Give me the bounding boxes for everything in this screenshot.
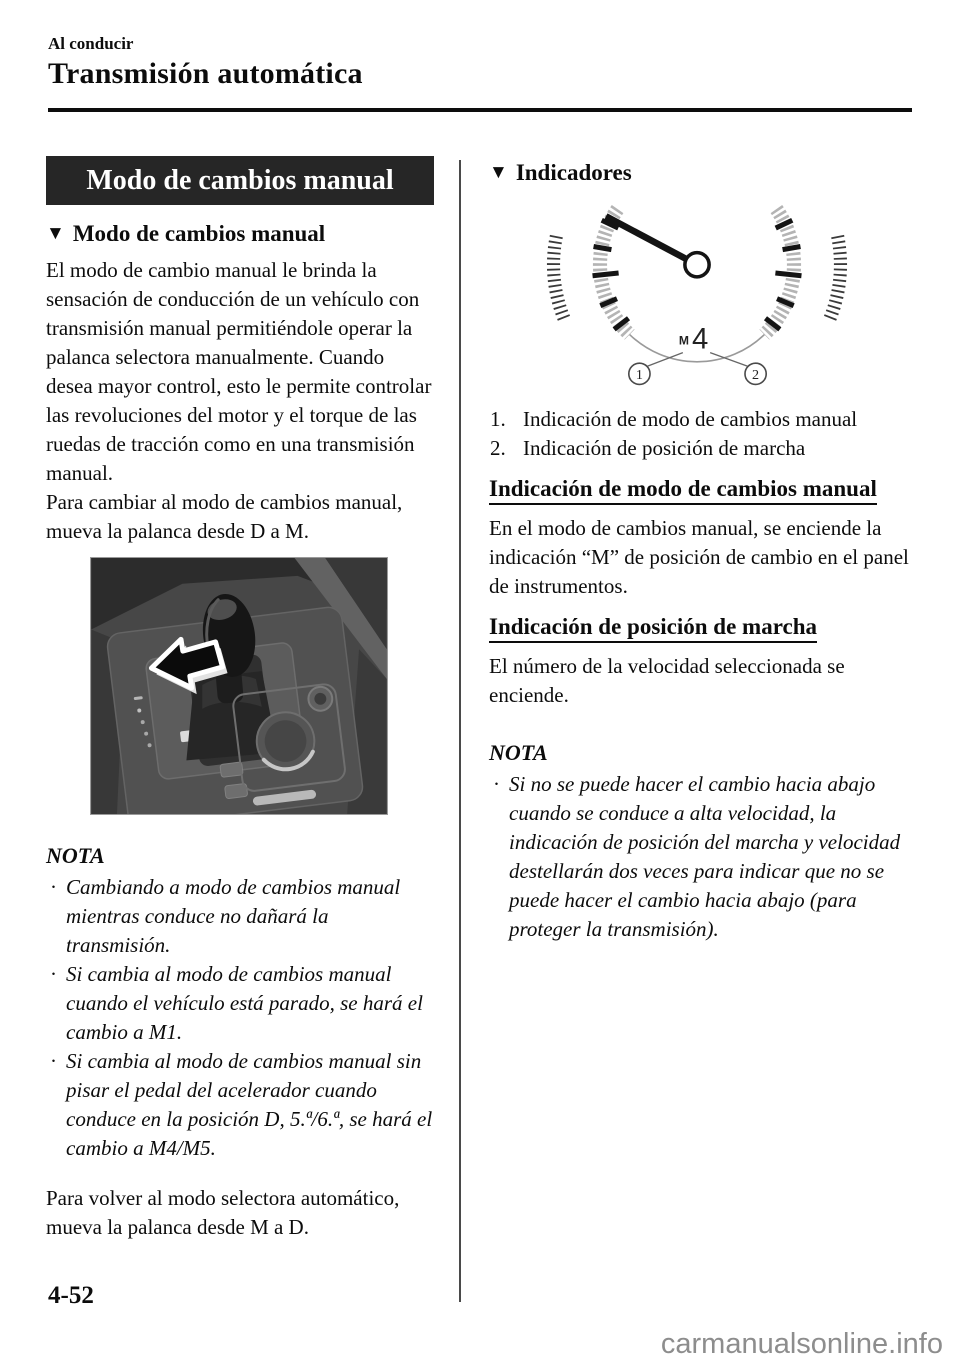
page-number: 4-52 (48, 1282, 94, 1309)
left-side-scale (554, 236, 565, 321)
note-bullet (46, 1047, 434, 1163)
legend-text: Indicación de posición de marcha (523, 436, 806, 460)
left-column (46, 156, 434, 1242)
intro-paragraph: El modo de cambio manual le brinda la sensación de conducción de un vehículo con transmisión manual permitiéndole operar la palanca selectora manualmente. Cuando desea mayor control, esto le permite controlar las revoluciones del motor y el torque de las ruedas de tracción como en una transmisión manual. (46, 258, 432, 485)
watermark: carmanualsonline.info (660, 1328, 943, 1360)
needle-hub (685, 253, 709, 277)
subsection-heading-gear-position-indication: Indicación de posición de marcha (489, 614, 913, 643)
note-bullet (46, 873, 434, 960)
note-bullet (46, 960, 434, 1047)
page-title: Transmisión automática (48, 57, 363, 90)
shift-instruction-paragraph: Para cambiar al modo de cambios manual, mueva la palanca desde D a M. (46, 490, 403, 543)
callout-2-number: 2 (752, 366, 760, 383)
note-label: NOTA (46, 843, 105, 868)
column-divider (459, 160, 461, 1302)
bullet-dot: · (50, 1049, 57, 1073)
bullet-dot: · (50, 962, 57, 986)
subsection-heading-manual-mode-indication: Indicación de modo de cambios manual (489, 476, 913, 505)
callout-1-number: 1 (635, 366, 643, 383)
legend-item (489, 434, 913, 463)
section-heading-indicators (489, 160, 913, 186)
note-bullet-text: Si cambia al modo de cambios manual sin pisar el pedal del acelerador cuando conduce en la posición D, 5.ª/6.ª, se hará el cambio a M4/M5. (66, 1049, 433, 1160)
gear-position-number: 4 (691, 322, 709, 356)
triangle-marker-icon: ▼ (489, 162, 508, 183)
legend-item (489, 405, 913, 434)
section-heading-manual-mode (46, 221, 434, 247)
legend-number: 1. (490, 407, 506, 431)
note-bullet-text: Si cambia al modo de cambios manual cuando el vehículo está parado, se hará el cambio a M1. (66, 962, 423, 1044)
callout-2 (745, 363, 766, 384)
shifter-console-illustration (90, 557, 388, 815)
manual-mode-indication-paragraph: En el modo de cambios manual, se enciende la indicación “M” de posición de cambio en el panel de instrumentos. (489, 516, 909, 598)
section-heading-label: Indicadores (515, 160, 632, 185)
callout-1 (629, 363, 650, 384)
note-bullet-text: Si no se puede hacer el cambio hacia abajo cuando se conduce a alta velocidad, la indicación de posición del marcha y velocidad destellarán dos veces para indicar que no se puede hacer el cambio hacia abajo (para proteger la transmisión). (509, 772, 901, 941)
callout-legend-list (489, 405, 913, 463)
legend-text: Indicación de modo de cambios manual (523, 407, 858, 431)
manual-mode-letter: M (678, 333, 689, 348)
right-column (489, 156, 913, 944)
note-bullet-list (489, 770, 913, 944)
note-label: NOTA (489, 740, 548, 765)
note-bullet (489, 770, 913, 944)
bullet-dot: · (493, 772, 500, 796)
gauge-needle (606, 216, 697, 264)
right-side-scale (829, 236, 840, 321)
bullet-dot: · (50, 875, 57, 899)
return-to-auto-paragraph: Para volver al modo selectora automático, mueva la palanca desde M a D. (46, 1186, 400, 1239)
header-rule (48, 108, 912, 112)
note-bullet-text: Cambiando a modo de cambios manual mientras conduce no dañará la transmisión. (66, 875, 401, 957)
topic-banner: Modo de cambios manual (46, 156, 434, 205)
triangle-marker-icon: ▼ (46, 223, 65, 244)
legend-number: 2. (490, 436, 506, 460)
chapter-label: Al conducir (48, 34, 134, 53)
section-heading-label: Modo de cambios manual (72, 221, 326, 246)
gear-position-indication-paragraph: El número de la velocidad seleccionada se enciende. (489, 654, 845, 707)
gear-indicator-gauge-illustration (525, 194, 869, 391)
note-bullet-list (46, 873, 434, 1163)
